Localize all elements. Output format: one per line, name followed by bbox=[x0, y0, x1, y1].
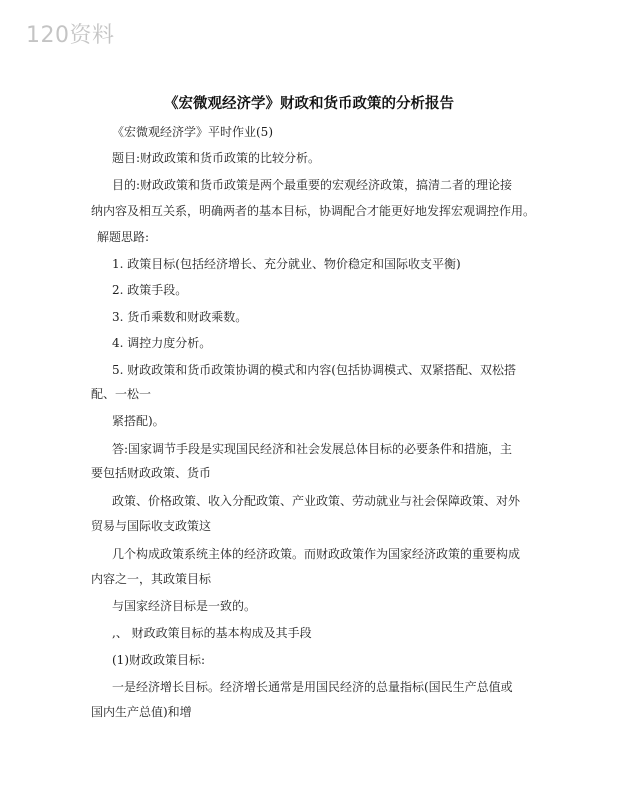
purpose-line-1: 目的:财政政策和货币政策是两个最重要的宏观经济政策，搞清二者的理论接 bbox=[112, 178, 513, 192]
list-item-2: 2. 政策手段。 bbox=[112, 283, 188, 297]
approach-heading: 解题思路: bbox=[97, 230, 150, 244]
list-item-5-line-3: 紧搭配)。 bbox=[112, 414, 165, 428]
subsection-heading: (1)财政政策目标: bbox=[112, 653, 206, 667]
growth-line-1: 一是经济增长目标。经济增长通常是用国民经济的总量指标(国民生产总值或 bbox=[112, 680, 513, 694]
growth-line-2: 国内生产总值)和增 bbox=[91, 705, 192, 719]
list-item-5-line-1: 5. 财政政策和货币政策协调的模式和内容(包括协调模式、双紧搭配、双松搭 bbox=[112, 363, 516, 377]
answer-line-7: 与国家经济目标是一致的。 bbox=[112, 599, 257, 613]
answer-line-3: 政策、价格政策、收入分配政策、产业政策、劳动就业与社会保障政策、对外 bbox=[112, 494, 521, 508]
answer-line-1: 答:国家调节手段是实现国民经济和社会发展总体目标的必要条件和措施，主 bbox=[112, 442, 513, 456]
answer-line-6: 内容之一，其政策目标 bbox=[91, 572, 212, 586]
watermark-text: 120资料 bbox=[26, 23, 115, 48]
purpose-line-2: 纳内容及相互关系，明确两者的基本目标，协调配合才能更好地发挥宏观调控作用。 bbox=[91, 204, 536, 218]
answer-line-5: 几个构成政策系统主体的经济政策。而财政政策作为国家经济政策的重要构成 bbox=[112, 547, 521, 561]
subtitle-line: 《宏微观经济学》平时作业(5) bbox=[112, 125, 273, 139]
list-item-3: 3. 货币乘数和财政乘数。 bbox=[112, 310, 248, 324]
list-item-1: 1. 政策目标(包括经济增长、充分就业、物价稳定和国际收支平衡) bbox=[112, 257, 461, 271]
answer-line-2: 要包括财政政策、货币 bbox=[91, 466, 212, 480]
topic-line: 题目:财政政策和货币政策的比较分析。 bbox=[112, 151, 321, 165]
answer-line-4: 贸易与国际收支政策这 bbox=[91, 519, 212, 533]
section-heading: ,、 财政政策目标的基本构成及其手段 bbox=[112, 626, 312, 640]
list-item-4: 4. 调控力度分析。 bbox=[112, 336, 212, 350]
list-item-5-line-2: 配、一松一 bbox=[91, 387, 152, 401]
document-title: 《宏微观经济学》财政和货币政策的分析报告 bbox=[164, 95, 454, 112]
